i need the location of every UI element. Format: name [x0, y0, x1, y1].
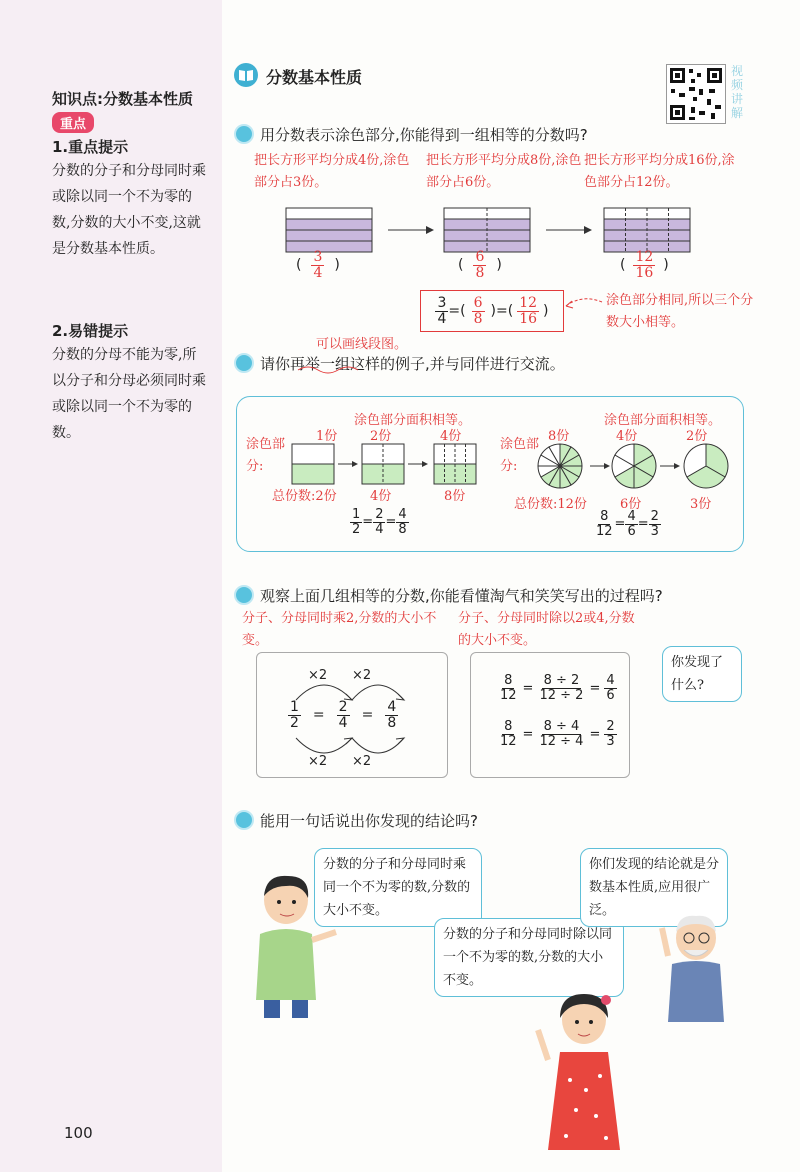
teacher-illustration	[648, 906, 728, 1026]
question-2: 请你再举一组这样的例子,并与同伴进行交流。	[234, 353, 565, 374]
rect-sixteenths	[604, 208, 690, 252]
discovery-bubble: 你发现了什么?	[662, 646, 742, 702]
rect-colored-label: 涂色部分:	[246, 437, 286, 474]
times2-bottom-1: ×2	[308, 754, 328, 769]
dashed-arrow-icon	[562, 296, 606, 316]
rect-eighths-green	[434, 444, 476, 484]
q1-fraction-2: ( $\frac{6}{8}$ )	[458, 249, 502, 281]
rect-eighths	[444, 208, 530, 252]
key-tip-heading: 1.重点提示	[52, 138, 129, 156]
bullet-icon	[234, 353, 254, 373]
q3-note-right: 分子、分母同时除以2或4,分数的大小不变。	[458, 611, 635, 648]
circle-part-2: 4份	[616, 429, 638, 444]
key-point-badge: 重点	[52, 112, 94, 133]
rect-part-3: 4份	[440, 429, 462, 444]
circle-sixths	[612, 444, 656, 488]
rect-total-1: 总份数:2份	[272, 489, 337, 504]
times2-top-2: ×2	[352, 668, 372, 683]
knowledge-point-title: 知识点:分数基本性质	[52, 90, 193, 108]
circle-part-3: 2份	[686, 429, 708, 444]
underline-mark	[296, 360, 386, 374]
divide-equation-2: $\frac{8}{12}$ = $\frac{8 \div 4}{12 \div 4}$ = $\frac{2}{3}$	[500, 719, 615, 749]
circle-examples	[536, 440, 736, 494]
rect-halves	[292, 444, 334, 484]
girl-speech-bubble: 分数的分子和分母同时除以同一个不为零的数,分数的大小不变。	[434, 918, 624, 997]
key-tip-text: 分数的分子和分母同时乘或除以同一个不为零的数,分数的大小不变,这就是分数基本性质。	[52, 163, 206, 257]
equation-box: $\frac{3}{4}$ = ( $\frac{6}{8}$ ) = ( $\frac{12}{16}$ )	[420, 290, 564, 332]
arrow-icon	[546, 226, 592, 234]
circle-total-1: 总份数:12份	[514, 497, 587, 512]
video-lecture-label: 视 频 讲 解	[730, 64, 743, 120]
circle-part-1: 8份	[548, 429, 570, 444]
circle-fraction-equation: $\frac{8}{12}$ = $\frac{4}{6}$ = $\frac{2}{3}$	[596, 509, 659, 539]
qr-code-icon[interactable]	[666, 64, 726, 124]
arrow-icon	[590, 463, 610, 469]
circle-twelfths	[538, 444, 582, 488]
bullet-icon	[234, 810, 254, 830]
q1-note-1: 把长方形平均分成4份,涂色部分占3份。	[254, 153, 410, 190]
bullet-icon	[234, 124, 254, 144]
question-3: 观察上面几组相等的分数,你能看懂淘气和笑笑写出的过程吗?	[234, 585, 663, 606]
rect-quarters	[286, 208, 372, 252]
divide-equation-1: $\frac{8}{12}$ = $\frac{8 \div 2}{12 \div 2}$ = $\frac{4}{6}$	[500, 673, 615, 703]
error-tip-text: 分数的分母不能为零,所以分子和分母必须同时乘或除以同一个不为零的数。	[52, 347, 206, 441]
rect-total-2: 4份	[370, 489, 392, 504]
question-4: 能用一句话说出你发现的结论吗?	[234, 810, 478, 831]
error-tip-heading: 2.易错提示	[52, 322, 129, 340]
arrow-icon	[388, 226, 434, 234]
rect-examples	[288, 440, 494, 490]
rect-part-2: 2份	[370, 429, 392, 444]
q2-hint: 可以画线段图。	[316, 337, 408, 352]
circle-colored-label: 涂色部分:	[500, 437, 540, 474]
rect-quarters-green	[362, 444, 404, 484]
rect-part-1: 1份	[316, 429, 338, 444]
circle-same-area-note: 涂色部分面积相等。	[604, 413, 722, 428]
circle-thirds	[684, 444, 728, 488]
q1-side-note: 涂色部分相同,所以三个分数大小相等。	[606, 293, 754, 330]
circle-total-3: 3份	[690, 497, 712, 512]
circle-total-2: 6份	[620, 497, 642, 512]
book-icon	[234, 63, 258, 87]
q3-note-left: 分子、分母同时乘2,分数的大小不变。	[242, 611, 437, 648]
arrow-icon	[338, 461, 358, 467]
divide-process-box	[470, 652, 630, 778]
girl-illustration	[530, 990, 634, 1160]
multiply-equation: $\frac{1}{2}$ = $\frac{2}{4}$ = $\frac{4}{8}$	[290, 699, 397, 731]
rect-same-area-note: 涂色部分面积相等。	[354, 413, 472, 428]
rect-total-3: 8份	[444, 489, 466, 504]
times2-bottom-2: ×2	[352, 754, 372, 769]
question-1: 用分数表示涂色部分,你能得到一组相等的分数吗?	[234, 124, 588, 145]
teacher-speech-bubble: 你们发现的结论就是分数基本性质,应用很广泛。	[580, 848, 728, 927]
q1-fraction-1: ( $\frac{3}{4}$ )	[296, 249, 340, 281]
page-number: 100	[64, 1124, 93, 1142]
arrow-icon	[408, 461, 428, 467]
times2-top-1: ×2	[308, 668, 328, 683]
rect-fraction-equation: $\frac{1}{2}$ = $\frac{2}{4}$ = $\frac{4}{8}$	[352, 507, 407, 537]
q1-note-3: 把长方形平均分成16份,涂色部分占12份。	[584, 153, 735, 190]
q1-note-2: 把长方形平均分成8份,涂色部分占6份。	[426, 153, 582, 190]
boy-illustration	[246, 870, 342, 1020]
arrow-icon	[660, 463, 680, 469]
boy-speech-bubble: 分数的分子和分母同时乘同一个不为零的数,分数的大小不变。	[314, 848, 482, 927]
q1-fraction-3: ( $\frac{12}{16}$ )	[620, 249, 669, 281]
page-title: 分数基本性质	[266, 68, 363, 87]
bullet-icon	[234, 585, 254, 605]
